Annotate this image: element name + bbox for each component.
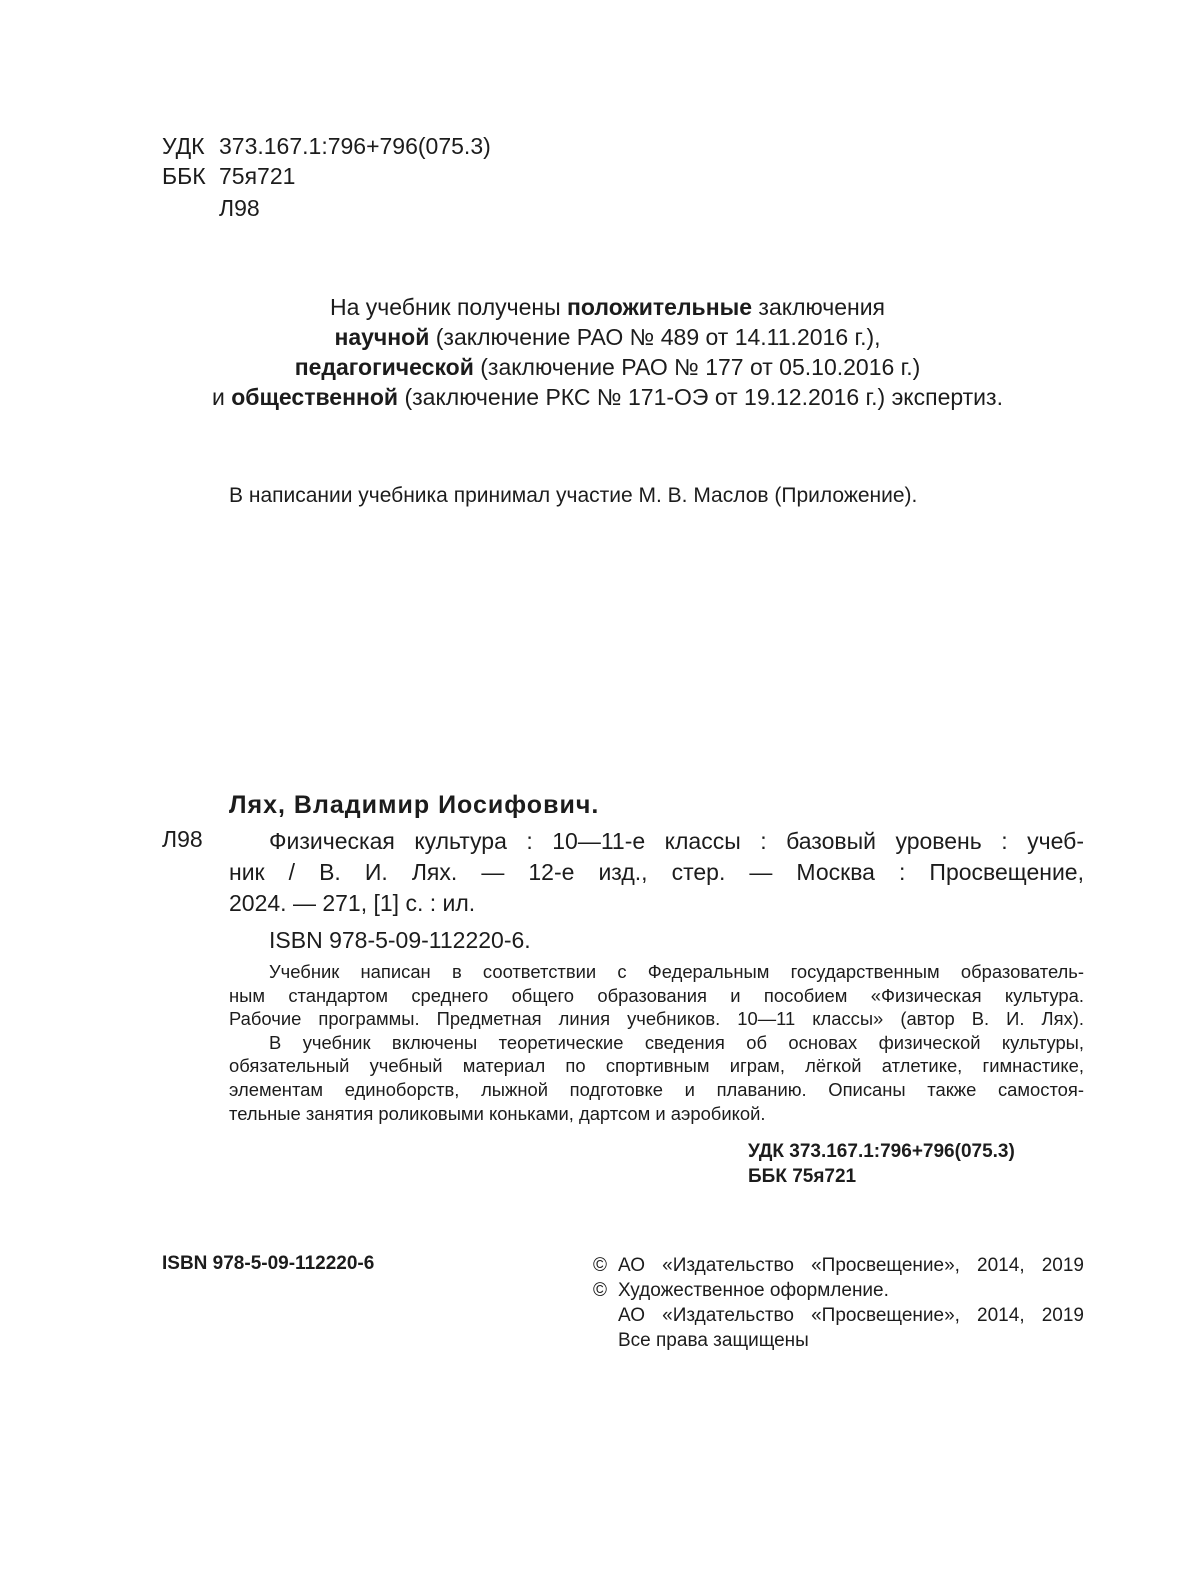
isbn-line: ISBN 978-5-09-112220-6. [269,927,531,953]
annotation-line: обязательный учебный материал по спортивным играм, лёгкой атлетике, гимнастике, [229,1055,1084,1077]
reviews-line-2 [0,322,1200,352]
reviews-text: На учебник получены [329,294,568,320]
annotation-line: Рабочие программы. Предметная линия учебников. 10—11 классы» (автор В. И. Лях). [229,1008,1084,1030]
classification-bottom [748,1139,1015,1189]
reviews-block [0,292,1200,412]
reviews-bold: положительные [567,294,753,320]
copyright-spacer [593,1303,618,1328]
copyright-icon: © [593,1255,607,1276]
description-line: Физическая культура : 10—11-е классы : базовый уровень : учеб- [269,828,1084,854]
udk-top [162,131,491,161]
contribution-note: В написании учебника принимал участие М. В. Маслов (Приложение). [229,484,918,507]
copyright-row [593,1328,1084,1353]
reviews-line-4 [0,382,1200,412]
author-sign: Л98 [162,826,203,852]
copyright-text: АО «Издательство «Просвещение», 2014, 2019 [618,1305,1084,1326]
annotation [229,960,1084,1125]
copyright-text: АО «Издательство «Просвещение», 2014, 2019 [618,1255,1084,1276]
rights-reserved: Все права защищены [618,1330,809,1351]
description-line: ник / В. И. Лях. — 12-е изд., стер. — Москва : Просвещение, [229,859,1084,885]
reviews-line-1 [0,292,1200,322]
bbk-label: ББК [162,163,206,189]
reviews-bold: педагогической [294,354,474,380]
reviews-text: (заключение РКС № 171-ОЭ от 19.12.2016 г.) экспертиз. [398,384,1003,410]
bibliographic-description [229,826,1084,919]
reviews-text: заключения [752,294,886,320]
copyright-row [593,1278,1084,1303]
reviews-bold: научной [334,324,430,350]
bbk-bottom: ББК 75я721 [748,1166,857,1187]
copyright-icon: © [593,1280,607,1301]
author-heading: Лях, Владимир Иосифович. [229,791,600,819]
copyright-spacer [593,1328,618,1353]
copyright-row [593,1253,1084,1278]
annotation-line: элементам единоборств, лыжной подготовке и плаванию. Описаны также самостоя- [229,1078,1084,1100]
reviews-text: (заключение РАО № 177 от 05.10.2016 г.) [473,354,921,380]
annotation-line: Учебник написан в соответствии с Федеральным государственным образователь- [269,961,1084,982]
bbk-top [162,161,295,191]
reviews-text: и [212,384,232,410]
annotation-line: ным стандартом среднего общего образования и пособием «Физическая культура. [229,984,1084,1006]
annotation-line: В учебник включены теоретические сведения об основах физической культуры, [269,1031,1084,1053]
isbn-bold: ISBN 978-5-09-112220-6 [162,1253,375,1274]
copyright-block [593,1253,1084,1353]
reviews-text: (заключение РАО № 489 от 14.11.2016 г.), [429,324,881,350]
reviews-line-3 [0,352,1200,382]
udk-value: 373.167.1:796+796(075.3) [219,133,491,159]
reviews-bold: общественной [231,384,399,410]
copyright-row [593,1303,1084,1328]
udk-bottom: УДК 373.167.1:796+796(075.3) [748,1141,1015,1162]
annotation-line: тельные занятия роликовыми коньками, дартсом и аэробикой. [229,1102,766,1124]
udk-label: УДК [162,133,205,159]
copyright-text: Художественное оформление. [618,1280,889,1301]
author-sign-top: Л98 [219,195,260,221]
description-line: 2024. — 271, [1] с. : ил. [229,890,476,916]
bbk-value: 75я721 [219,163,296,189]
